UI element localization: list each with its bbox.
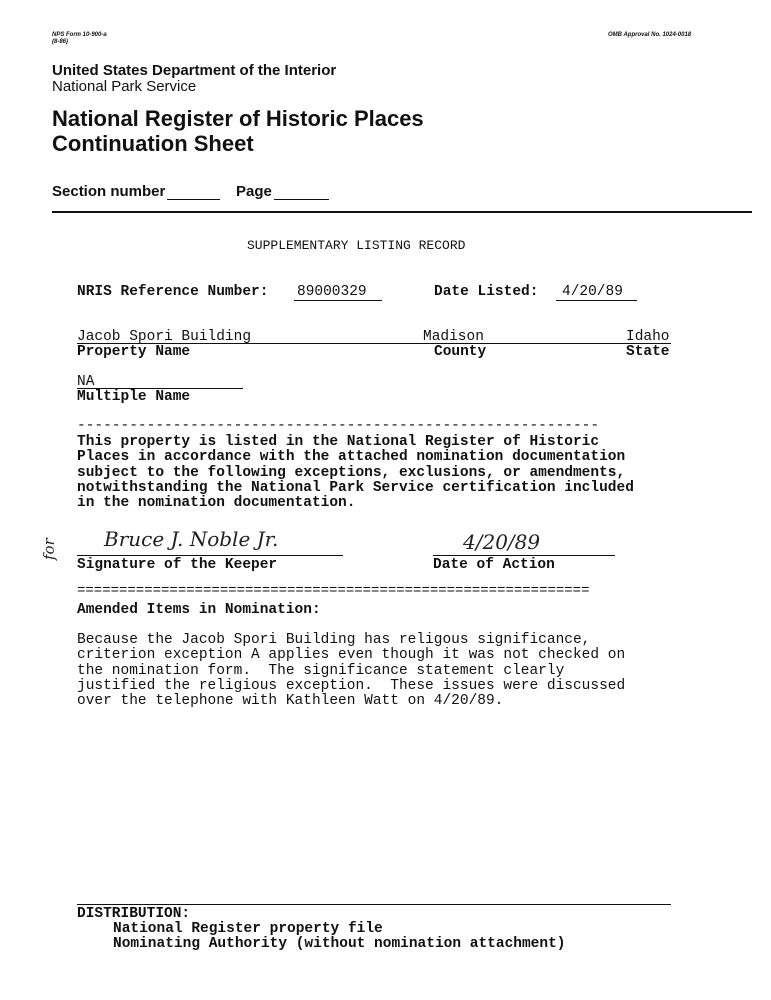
page-blank <box>274 199 329 200</box>
nris-underline <box>294 300 382 301</box>
date-of-action-line <box>433 555 615 556</box>
document-title: National Register of Historic Places <box>52 106 424 131</box>
property-name-label: Property Name <box>77 344 191 360</box>
nris-value: 89000329 <box>297 284 367 300</box>
agency-name: United States Department of the Interior <box>52 62 337 79</box>
amended-text: Because the Jacob Spori Building has religous significance, criterion exception A applies even though it was not checked on the nomination form. The significance statement clearly justified the religious exception. These issues were discussed over the telephone with Kathleen Watt on 4/20/89. <box>77 632 626 710</box>
record-heading: SUPPLEMENTARY LISTING RECORD <box>247 238 466 253</box>
amended-heading: Amended Items in Nomination: <box>77 602 321 618</box>
property-name-value: Jacob Spori Building <box>77 329 252 345</box>
document-subtitle: Continuation Sheet <box>52 131 254 156</box>
distribution-rule <box>77 904 671 905</box>
page-label: Page <box>236 183 272 200</box>
date-listed-value: 4/20/89 <box>562 284 623 300</box>
distribution-item: Nominating Authority (without nomination attachment) <box>113 936 566 952</box>
multiple-name-value: NA <box>77 374 95 390</box>
distribution-item: National Register property file <box>113 921 383 937</box>
listing-statement: This property is listed in the National Register of Historic Places in accordance with the attached nomination documentation subject to the following exceptions, exclusions, or amendments, notwithstanding the National Park Service certification included in the nomination documentation. <box>77 434 634 512</box>
state-label: State <box>626 344 670 360</box>
section-number-blank <box>167 199 220 200</box>
header-divider <box>52 211 752 213</box>
state-value: Idaho <box>626 329 670 345</box>
date-of-action-label: Date of Action <box>433 557 555 573</box>
double-separator: ============================================================= <box>77 583 590 599</box>
margin-initials: for <box>40 538 58 560</box>
distribution-heading: DISTRIBUTION: <box>77 906 191 922</box>
nris-label: NRIS Reference Number: <box>77 284 269 300</box>
handwritten-action-date: 4/20/89 <box>463 530 541 554</box>
form-revision: (8-86) <box>52 39 69 45</box>
dashed-separator: ------------------------------------------------------------ <box>77 418 600 434</box>
county-label: County <box>434 344 487 360</box>
form-id: NPS Form 10-900-a <box>52 32 107 38</box>
date-listed-underline <box>556 300 637 301</box>
signature-line <box>77 555 343 556</box>
multiple-name-label: Multiple Name <box>77 389 191 405</box>
section-number-label: Section number <box>52 183 166 200</box>
signature-label: Signature of the Keeper <box>77 557 278 573</box>
county-value: Madison <box>423 329 484 345</box>
keeper-signature: Bruce J. Noble Jr. <box>104 527 279 551</box>
service-name: National Park Service <box>52 78 197 95</box>
date-listed-label: Date Listed: <box>434 284 539 300</box>
omb-approval: OMB Approval No. 1024-0018 <box>608 32 692 38</box>
